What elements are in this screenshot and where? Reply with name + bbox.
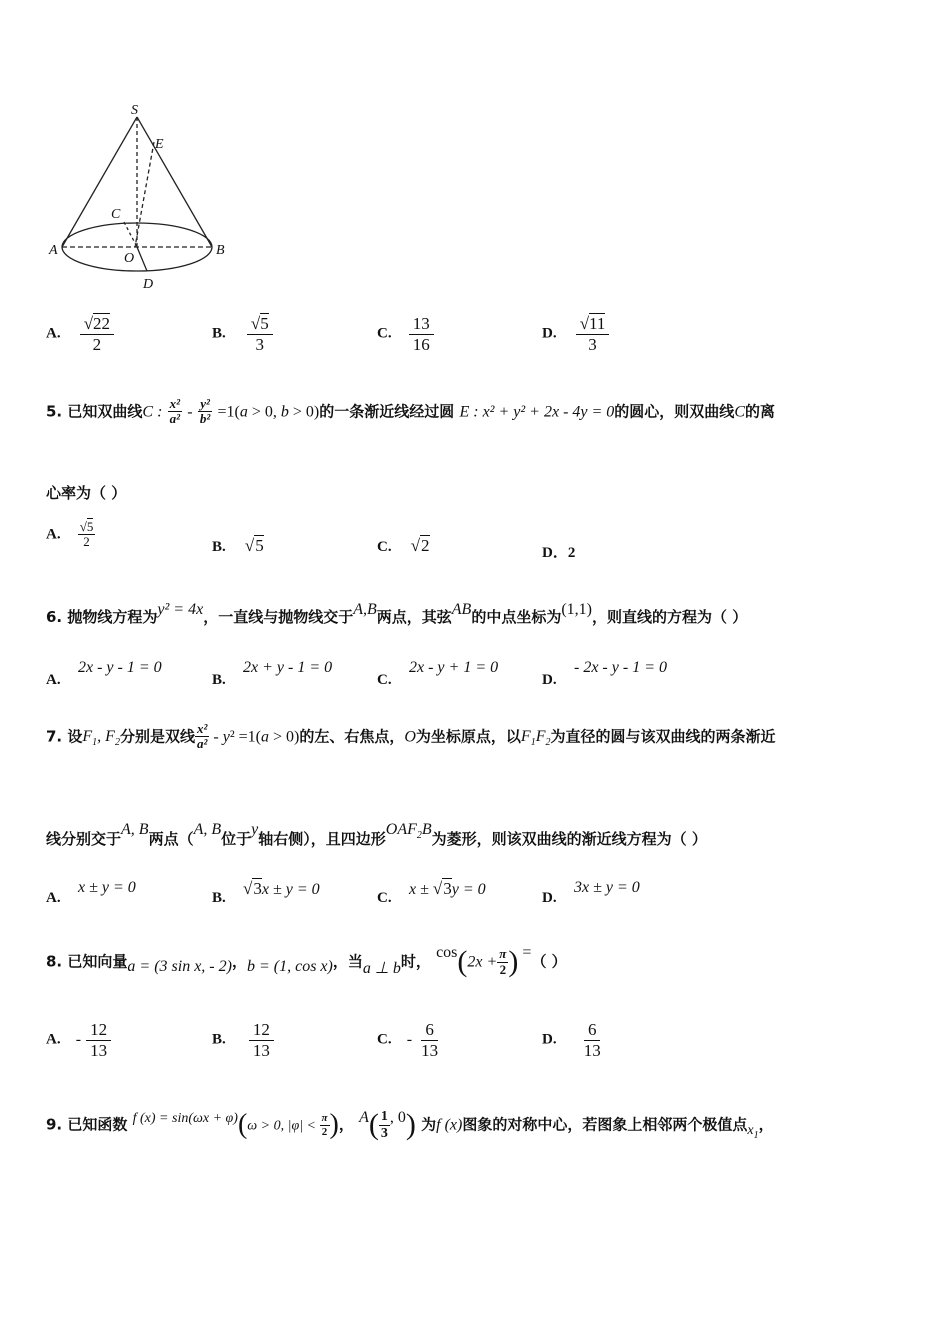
q6-option-c[interactable]: 2x - y + 1 = 0 xyxy=(409,659,499,676)
q7-option-b[interactable]: √3x ± y = 0 xyxy=(243,879,320,898)
q7-option-b-letter[interactable]: B. xyxy=(212,890,226,906)
label-E: E xyxy=(155,137,164,152)
fraction: $\frac{6}{13}$ xyxy=(583,1020,601,1060)
q7-option-d-letter[interactable]: D. xyxy=(542,890,557,906)
q7-option-a[interactable]: x ± y = 0 xyxy=(78,879,136,896)
q8-option-b[interactable]: B. $\frac{12}{13}$ xyxy=(212,1020,274,1060)
q7-option-c[interactable]: x ± √3y = 0 xyxy=(409,879,486,898)
q6-option-b-letter[interactable]: B. xyxy=(212,672,226,688)
q4-option-c[interactable]: C. $\frac{13}{16}$ xyxy=(377,314,434,354)
q7-option-c-letter[interactable]: C. xyxy=(377,890,392,906)
fraction: $\frac{1}{3}$ xyxy=(380,1109,388,1141)
fraction: $\frac{\pi}{2}$ xyxy=(321,1112,328,1138)
q7-option-a-letter[interactable]: A. xyxy=(46,890,61,906)
label-O: O xyxy=(124,251,135,266)
q6-option-a[interactable]: 2x - y - 1 = 0 xyxy=(78,659,162,676)
fraction: $\frac{√5}{3}$ xyxy=(247,314,273,354)
q5-stem-line2: 心率为（ ） xyxy=(46,484,127,502)
fraction: $\frac{\text{x²}}{\text{a²}}$ xyxy=(169,396,181,427)
q5-option-c[interactable]: C. √2 xyxy=(377,536,430,555)
q6-stem: 6. 抛物线方程为y² = 4x，一直线与抛物线交于A,B两点，其弦AB的中点坐标为(1,1)，则直线的方程为（ ） xyxy=(46,601,748,626)
label-B: B xyxy=(216,243,225,258)
fraction: $\frac{12}{13}$ xyxy=(86,1020,111,1060)
q4-option-a[interactable]: A. $\frac{√22}{2}$ xyxy=(46,314,114,354)
q7-option-d[interactable]: 3x ± y = 0 xyxy=(574,879,640,896)
q8-option-a[interactable]: A. - $\frac{12}{13}$ xyxy=(46,1020,111,1060)
cone-figure xyxy=(40,100,240,295)
label-D: D xyxy=(143,277,154,292)
q9-stem: 9. 已知函数 f (x) = sin(ωx + φ)(ω > 0, |φ| < $\frac{\pi}{2}$ )， A( $\frac{1}{3}$ , 0) 为f (x)图象的对称中心，若图象上相邻两个极值点$x_1$， xyxy=(46,1108,774,1141)
fraction: $\frac{\text{x²}}{\text{a²}}$ xyxy=(196,721,208,752)
q5-stem-line1: 5. 已知双曲线C : $\frac{\text{x²}}{\text{a²}}$ - $\frac{\text{y²}}{\text{b²}}$ =1(a > 0, b > 0)的一条渐近线经过圆 E : x² + y² + 2x - 4y = 0的圆心，则双曲线C的离 xyxy=(46,396,775,427)
q6-option-b[interactable]: 2x + y - 1 = 0 xyxy=(243,659,333,676)
q6-option-d[interactable]: - 2x - y - 1 = 0 xyxy=(574,659,667,676)
fraction: $\frac{13}{16}$ xyxy=(409,314,434,354)
label-S: S xyxy=(131,103,138,118)
q4-option-d[interactable]: D. $\frac{√11}{3}$ xyxy=(542,314,609,354)
q7-stem-line1: 7. 设$F_1$, $F_2$分别是双线 $\frac{\text{x²}}{\text{a²}}$ - y² =1(a > 0)的左、右焦点，O为坐标原点，以$F_1F_2$为直径的圆与该双曲线的两条渐近 xyxy=(46,721,776,752)
q8-option-d[interactable]: D. $\frac{6}{13}$ xyxy=(542,1020,605,1060)
q6-option-c-letter[interactable]: C. xyxy=(377,672,392,688)
fraction: $\frac{12}{13}$ xyxy=(249,1020,274,1060)
q6-option-a-letter[interactable]: A. xyxy=(46,672,61,688)
label-C: C xyxy=(111,207,121,222)
label-A: A xyxy=(49,243,58,258)
q8-stem: 8. 已知向量a = (3 sin x, - 2)，b = (1, cos x)，当a ⊥ b时， cos(2x + $\frac{\pi}{2}$ ) =（ ） xyxy=(46,943,567,978)
fraction: $\frac{6}{13}$ xyxy=(421,1020,439,1060)
q5-option-d[interactable]: D．2 xyxy=(542,545,576,561)
q6-option-d-letter[interactable]: D. xyxy=(542,672,557,688)
fraction: $\frac{\text{y²}}{\text{b²}}$ xyxy=(199,396,211,427)
fraction: $\frac{√22}{2}$ xyxy=(80,314,114,354)
fraction: $\frac{√11}{3}$ xyxy=(576,314,610,354)
q5-option-a[interactable]: A. $\frac{√5}{2}$ xyxy=(46,519,94,550)
q7-stem-line2: 线分别交于A, B两点（A, B位于y轴右侧），且四边形$OAF_2B$为菱形，则该双曲线的渐近线方程为（ ） xyxy=(46,821,707,848)
q8-option-c[interactable]: C. - $\frac{6}{13}$ xyxy=(377,1020,442,1060)
fraction: $\frac{√5}{2}$ xyxy=(79,519,94,550)
fraction: $\frac{\pi}{2}$ xyxy=(499,946,507,977)
q5-option-b[interactable]: B. √5 xyxy=(212,536,264,555)
q4-option-b[interactable]: B. $\frac{√5}{3}$ xyxy=(212,314,273,354)
